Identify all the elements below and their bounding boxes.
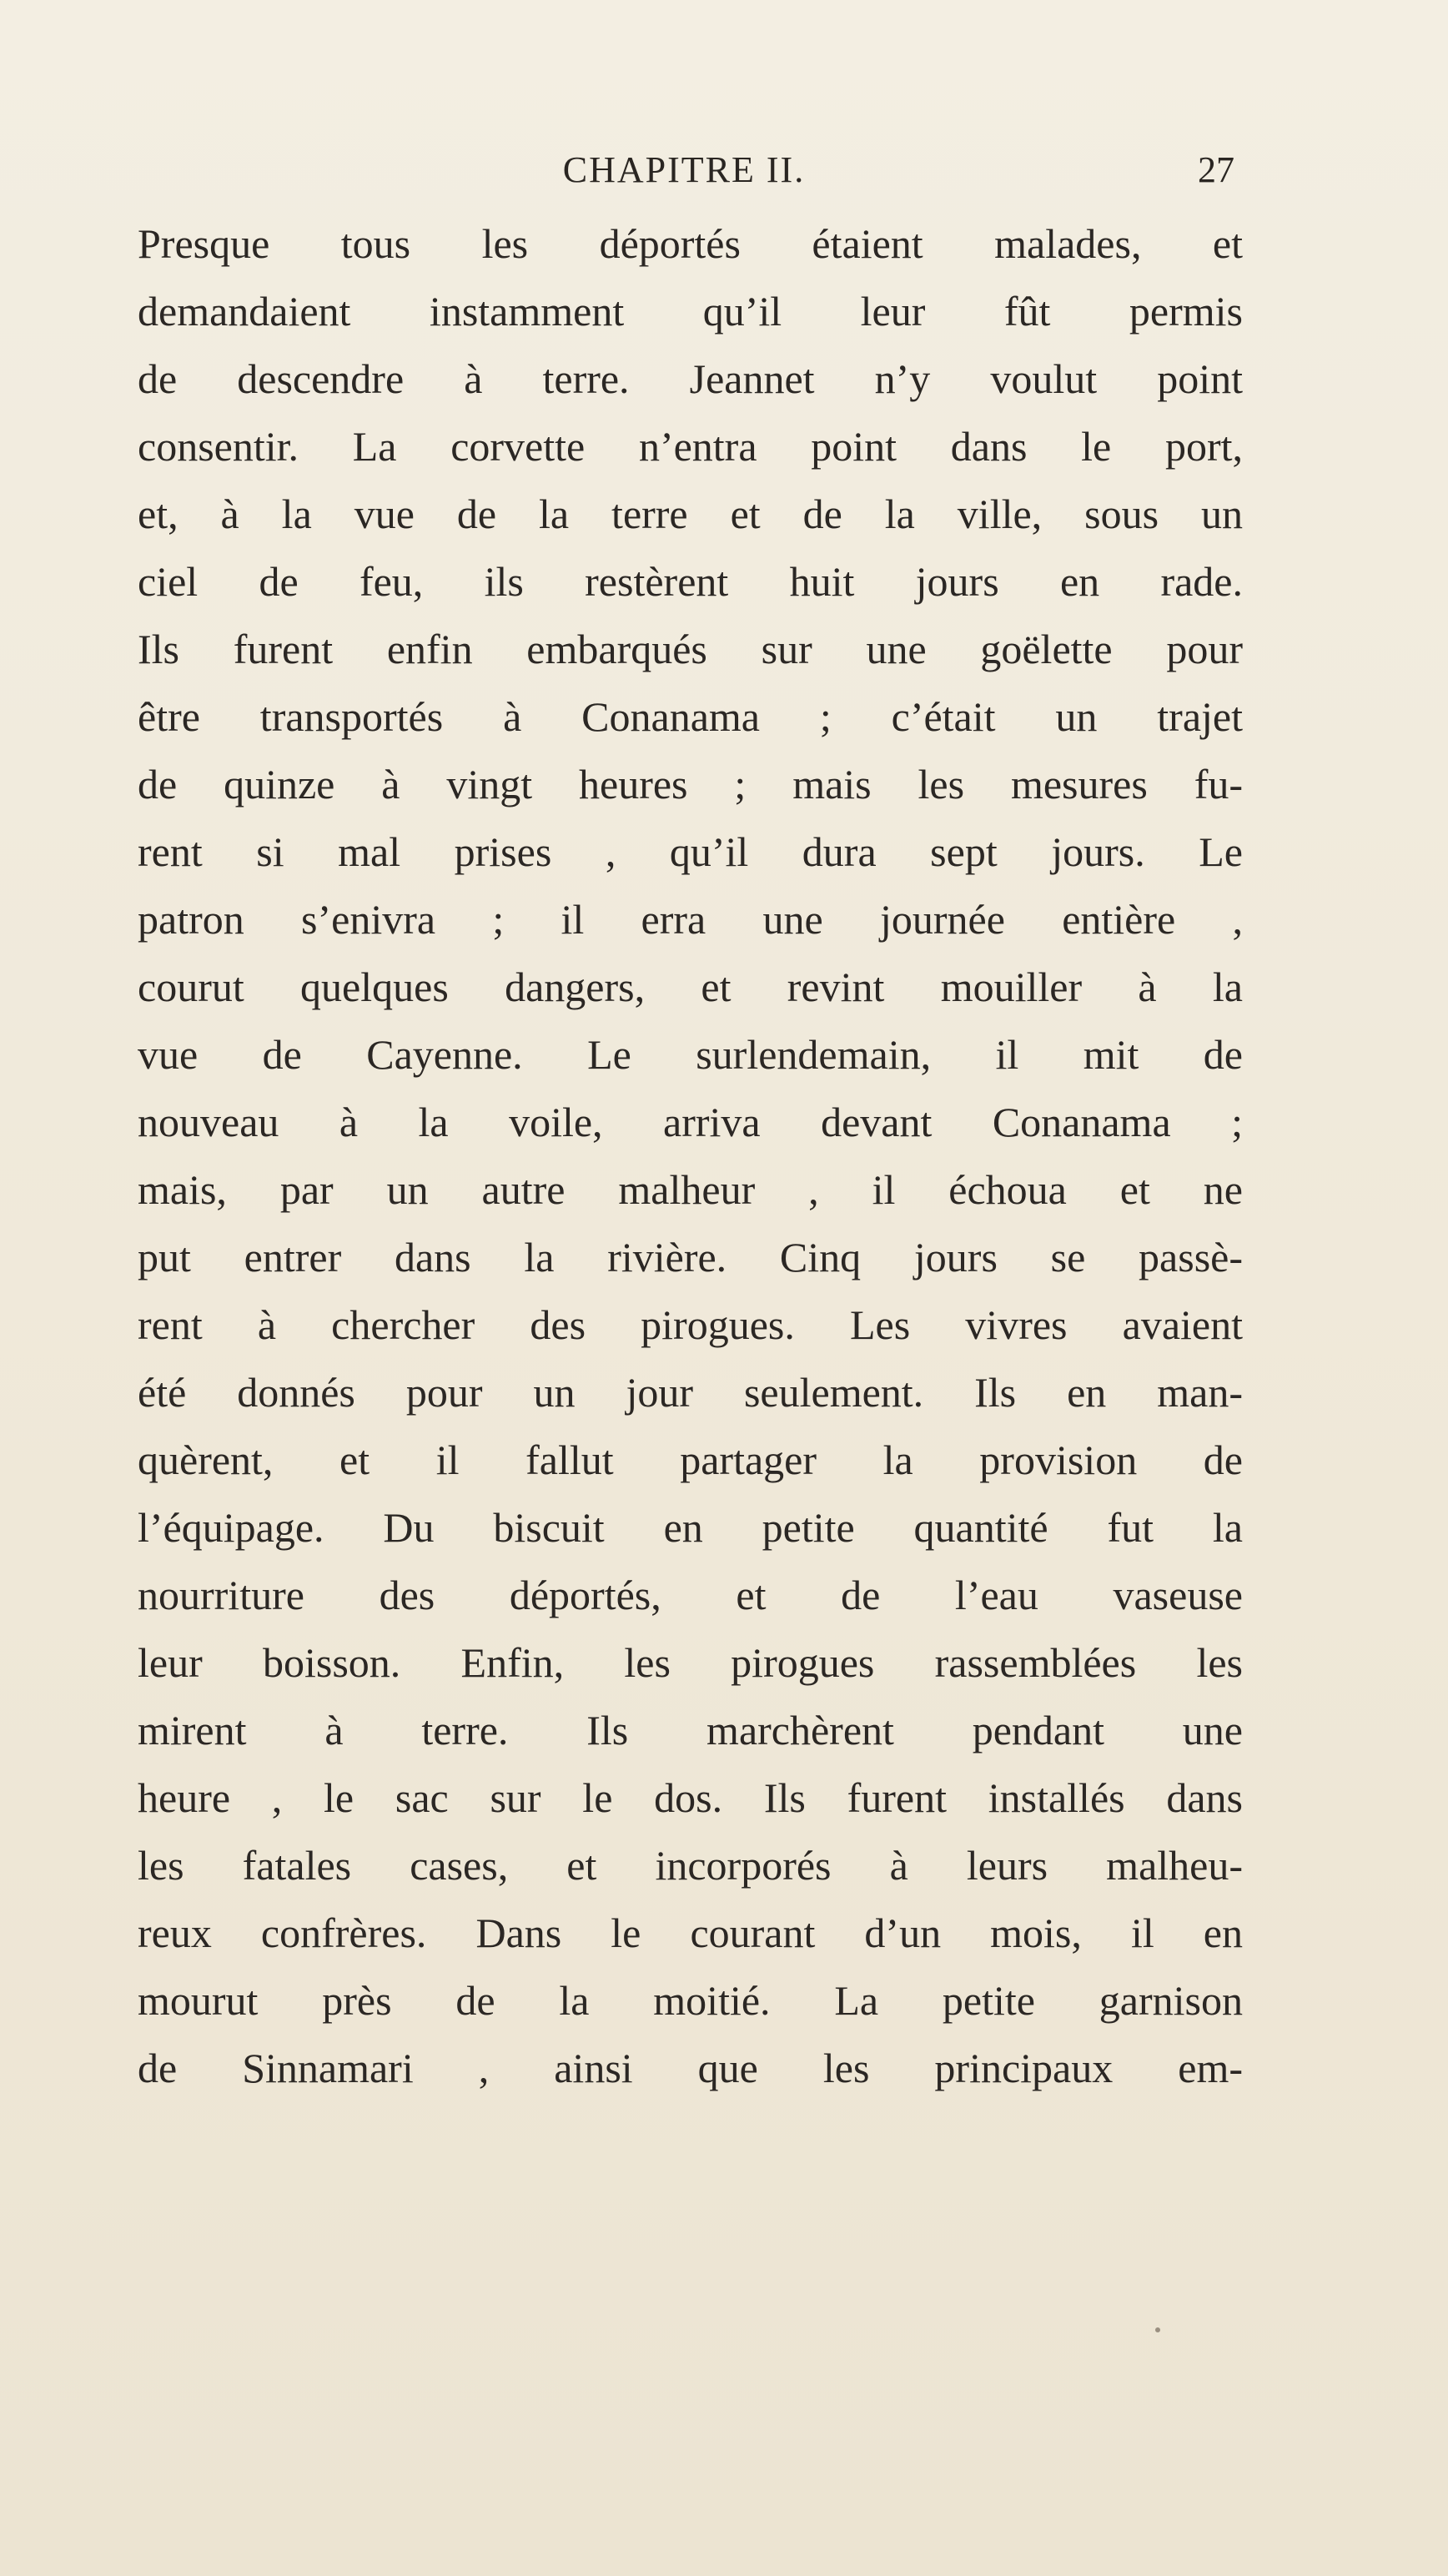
text-line: rent à chercher des pirogues. Les vivres avaient	[138, 1301, 1243, 1348]
text-line: mourut près de la moitié. La petite garnison	[138, 1977, 1243, 2024]
text-line: reux confrères. Dans le courant d’un mois, il en	[138, 1909, 1243, 1956]
text-line: vue de Cayenne. Le surlendemain, il mit de	[138, 1031, 1243, 1078]
text-line: mirent à terre. Ils marchèrent pendant une	[138, 1707, 1243, 1753]
text-line: mais, par un autre malheur , il échoua et ne	[138, 1166, 1243, 1213]
paper-speck	[1155, 2327, 1160, 2332]
text-line: de quinze à vingt heures ; mais les mesures fu-	[138, 761, 1243, 808]
text-line: patron s’enivra ; il erra une journée entière ,	[138, 896, 1243, 943]
text-line: Ils furent enfin embarqués sur une goëlette pour	[138, 626, 1243, 672]
text-line: put entrer dans la rivière. Cinq jours se passè-	[138, 1234, 1243, 1280]
text-line: demandaient instamment qu’il leur fût permis	[138, 288, 1243, 335]
text-line: les fatales cases, et incorporés à leurs malheu-	[138, 1842, 1243, 1889]
text-line: leur boisson. Enfin, les pirogues rassemblées les	[138, 1639, 1243, 1686]
text-line: de Sinnamari , ainsi que les principaux em-	[138, 2045, 1243, 2091]
running-head: CHAPITRE II.	[562, 149, 806, 190]
text-line: être transportés à Conanama ; c’était un trajet	[138, 693, 1243, 740]
text-line: de descendre à terre. Jeannet n’y voulut point	[138, 355, 1243, 402]
text-line: été donnés pour un jour seulement. Ils en man-	[138, 1369, 1243, 1416]
text-line: consentir. La corvette n’entra point dans le port,	[138, 423, 1243, 470]
text-line: heure , le sac sur le dos. Ils furent installés dans	[138, 1774, 1243, 1821]
page-number: 27	[1198, 149, 1234, 190]
body-text	[138, 210, 1243, 2102]
text-line: l’équipage. Du biscuit en petite quantité fut la	[138, 1504, 1243, 1551]
text-line: courut quelques dangers, et revint mouiller à la	[138, 963, 1243, 1010]
text-line: rent si mal prises , qu’il dura sept jours. Le	[138, 828, 1243, 875]
text-line: nourriture des déportés, et de l’eau vaseuse	[138, 1572, 1243, 1618]
text-line: nouveau à la voile, arriva devant Conanama ;	[138, 1099, 1243, 1145]
text-line: quèrent, et il fallut partager la provision de	[138, 1436, 1243, 1483]
text-line: et, à la vue de la terre et de la ville, sous un	[138, 491, 1243, 537]
page-header	[133, 148, 1234, 207]
text-line: ciel de feu, ils restèrent huit jours en rade.	[138, 558, 1243, 605]
text-line: Presque tous les déportés étaient malades, et	[138, 220, 1243, 267]
